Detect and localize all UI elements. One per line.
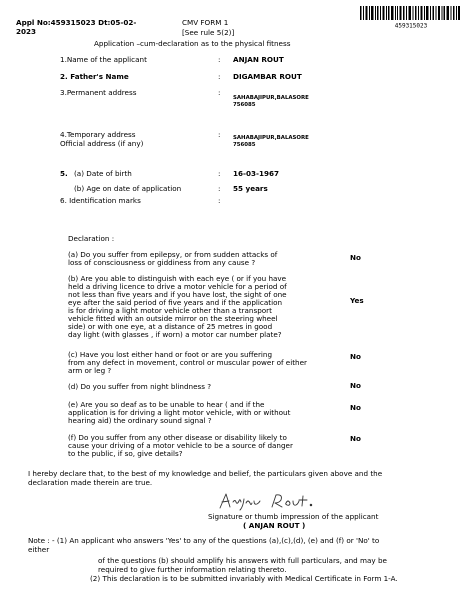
application-number: Appl No:459315023 Dt:05-02- [16, 18, 137, 27]
declaration-e-line2: application is for driving a light motor vehicle, with or without [68, 408, 291, 417]
declaration-b-line5: is for driving a light motor vehicle other than a transport [68, 306, 272, 315]
answer-d: No [350, 381, 361, 390]
declaration-a-line1: (a) Do you suffer from epilepsy, or from sudden attacks of [68, 250, 278, 259]
father-value: DIGAMBAR ROUT [233, 72, 302, 81]
declaration-b-line2: held a driving licence to drive a motor vehicle for a period of [68, 282, 287, 291]
form-title: CMV FORM 1 [182, 18, 229, 27]
declaration-f-line2: cause your driving of a motor vehicle to be a source of danger [68, 441, 293, 450]
note-line3: of the questions (b) should amplify his answers with full particulars, and may be [98, 556, 387, 565]
colon: : [218, 196, 221, 205]
permanent-address-line2: 756085 [233, 102, 256, 108]
declaration-f-line1: (f) Do you suffer from any other disease or disability likely to [68, 433, 287, 442]
declaration-statement-line2: declaration made therein are true. [28, 478, 153, 487]
signature-text: Anjan Rout [216, 491, 222, 492]
colon: : [218, 130, 221, 139]
age-label: (b) Age on date of application [74, 184, 182, 193]
declaration-b-line7: side) or with one eye, at a distance of 25 metres in good [68, 322, 273, 331]
declaration-c-line2: from any defect in movement, control or muscular power of either [68, 358, 307, 367]
declaration-e-line1: (e) Are you so deaf as to be unable to hear ( and if the [68, 400, 265, 409]
name-value: ANJAN ROUT [233, 55, 284, 64]
signature-name: ( ANJAN ROUT ) [243, 521, 306, 530]
handwritten-signature [216, 491, 334, 513]
dob-number: 5. [60, 169, 68, 178]
signature-caption: Signature or thumb impression of the applicant [208, 512, 379, 521]
note-line1: Note : - (1) An applicant who answers 'Yes' to any of the questions (a),(c),(d), (e) and (f) or 'No' to [28, 536, 380, 545]
father-label: 2. Father's Name [60, 72, 129, 81]
dob-label: (a) Date of birth [74, 169, 132, 178]
colon: : [218, 184, 221, 193]
form-subtitle: Application –cum-declaration as to the physical fitness [94, 39, 291, 48]
temporary-address-line2: 756085 [233, 142, 256, 148]
declaration-a-line2: loss of consciousness or giddiness from any cause ? [68, 258, 256, 267]
declaration-heading: Declaration : [68, 234, 115, 243]
official-address-label: Official address (if any) [60, 139, 144, 148]
declaration-b-line4: eye after the said period of five years and if the application [68, 298, 283, 307]
declaration-f-line3: to the public, if so, give details? [68, 449, 183, 458]
declaration-c-line3: arm or leg ? [68, 366, 112, 375]
name-label: 1.Name of the applicant [60, 55, 147, 64]
note-line5: (2) This declaration is to be submitted invariably with Medical Certificate in Form 1-A. [90, 574, 398, 583]
answer-e: No [350, 403, 361, 412]
colon: : [218, 88, 221, 97]
declaration-b-line3: not less than five years and if you have lost, the sight of one [68, 290, 287, 299]
application-date-year: 2023 [16, 27, 37, 36]
answer-a: No [350, 253, 361, 262]
answer-c: No [350, 352, 361, 361]
barcode [360, 6, 462, 28]
declaration-b-line8: day light (with glasses , if worn) a motor car number plate? [68, 330, 282, 339]
colon: : [218, 72, 221, 81]
declaration-b-line1: (b) Are you able to distinguish with each eye ( or if you have [68, 274, 287, 283]
age-value: 55 years [233, 184, 268, 193]
declaration-statement-line1: I hereby declare that, to the best of my knowledge and belief, the particulars given above and the [28, 469, 383, 478]
note-line2: either [28, 545, 50, 554]
declaration-c-line1: (c) Have you lost either hand or foot or are you suffering [68, 350, 273, 359]
answer-f: No [350, 434, 361, 443]
declaration-b-line6: vehicle fitted with an outside mirror on the steering wheel [68, 314, 278, 323]
declaration-e-line3: hearing aid) the ordinary sound signal ? [68, 416, 212, 425]
answer-b: Yes [350, 296, 364, 305]
form-rule: [See rule 5(2)] [182, 28, 235, 37]
temporary-address-line1: SAHABAJIPUR,BALASORE [233, 135, 309, 141]
declaration-d-line1: (d) Do you suffer from night blindness ? [68, 382, 212, 391]
permanent-address-label: 3.Permanent address [60, 88, 137, 97]
note-line4: required to give further information relating thereto. [98, 565, 287, 574]
colon: : [218, 169, 221, 178]
colon: : [218, 55, 221, 64]
permanent-address-line1: SAHABAJIPUR,BALASORE [233, 95, 309, 101]
dob-value: 16-03-1967 [233, 169, 279, 178]
identification-marks-label: 6. Identification marks [60, 196, 141, 205]
barcode-number: 459315023 [394, 22, 428, 28]
temporary-address-label: 4.Temporary address [60, 130, 136, 139]
